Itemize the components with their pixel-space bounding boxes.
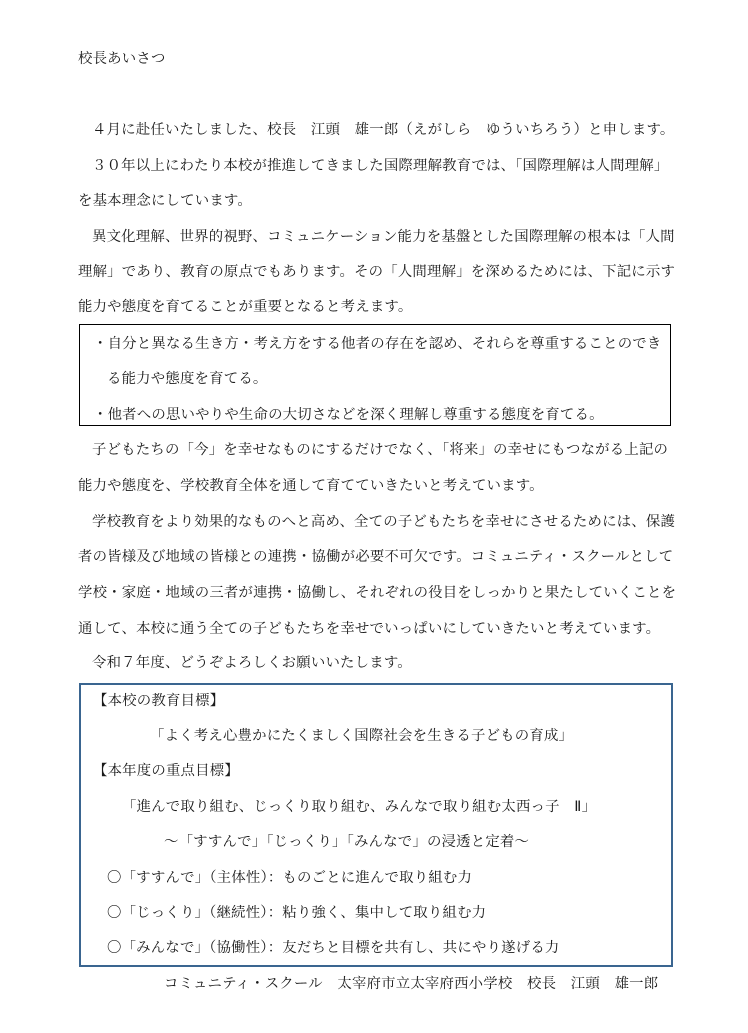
education-goal-heading: 【本校の教育目標】 [93,693,225,709]
paragraph-line: 能力や態度を育てることが重要となると考えます。 [78,299,413,315]
focus-goal-subtitle: ～「すすんで」「じっくり」「みんなで」の浸透と定着～ [164,834,530,850]
paragraph-line: を基本理念にしています。 [78,193,252,209]
paragraph-line: 理解」であり、教育の原点でもあります。その「人間理解」を深めるためには、下記に示す [78,264,676,280]
paragraph-line: 異文化理解、世界的視野、コミュニケーション能力を基盤とした国際理解の根本は「人間 [92,229,675,245]
paragraph-line: 能力や態度を、学校教育全体を通して育てていきたいと考えています。 [78,478,544,494]
ability-item: ・他者への思いやりや生命の大切さなどを深く理解し尊重する態度を育てる。 [93,407,604,423]
page-title: 校長あいさつ [78,51,166,67]
ability-item-continued: る能力や態度を育てる。 [107,371,268,387]
education-goal: 「よく考え心豊かにたくましく国際社会を生きる子どもの育成」 [150,728,574,744]
signature: コミュニティ・スクール 太宰府市立太宰府西小学校 校長 江頭 雄一郎 [164,976,659,992]
ability-item: ・自分と異なる生き方・考え方をする他者の存在を認め、それらを尊重することのでき [93,336,662,352]
focus-point: 〇「みんなで」（協働性）：友だちと目標を共有し、共にやり遂げる力 [107,940,560,956]
focus-point: 〇「すすんで」（主体性）：ものごとに進んで取り組む力 [107,870,473,886]
paragraph-line: 子どもたちの「今」を幸せなものにするだけでなく、「将来」の幸せにもつながる上記の [92,442,669,458]
paragraph-line: 学校・家庭・地域の三者が連携・協働し、それぞれの役目をしっかりと果たしていくことを [78,585,677,601]
paragraph-line: ４月に赴任いたしました、校長 江頭 雄一郎（えがしら ゆういちろう）と申します。 [92,122,675,138]
paragraph-line: 者の皆様及び地域の皆様との連携・協働が必要不可欠です。コミュニティ・スクールとして [78,549,674,565]
goals-box [79,683,673,967]
paragraph-line: 令和７年度、どうぞよろしくお願いいたします。 [92,655,412,671]
focus-goal-heading: 【本年度の重点目標】 [93,763,239,779]
focus-point: 〇「じっくり」（継続性）：粘り強く、集中して取り組む力 [107,905,487,921]
paragraph-line: ３０年以上にわたり本校が推進してきました国際理解教育では、「国際理解は人間理解」 [92,158,669,174]
paragraph-line: 学校教育をより効果的なものへと高め、全ての子どもたちを幸せにさせるためには、保護 [92,514,676,530]
focus-goal: 「進んで取り組む、じっくり取り組む、みんなで取り組む太西っ子 Ⅱ」 [122,799,597,815]
paragraph-line: 通して、本校に通う全ての子どもたちを幸せでいっぱいにしていきたいと考えています。 [78,621,661,637]
